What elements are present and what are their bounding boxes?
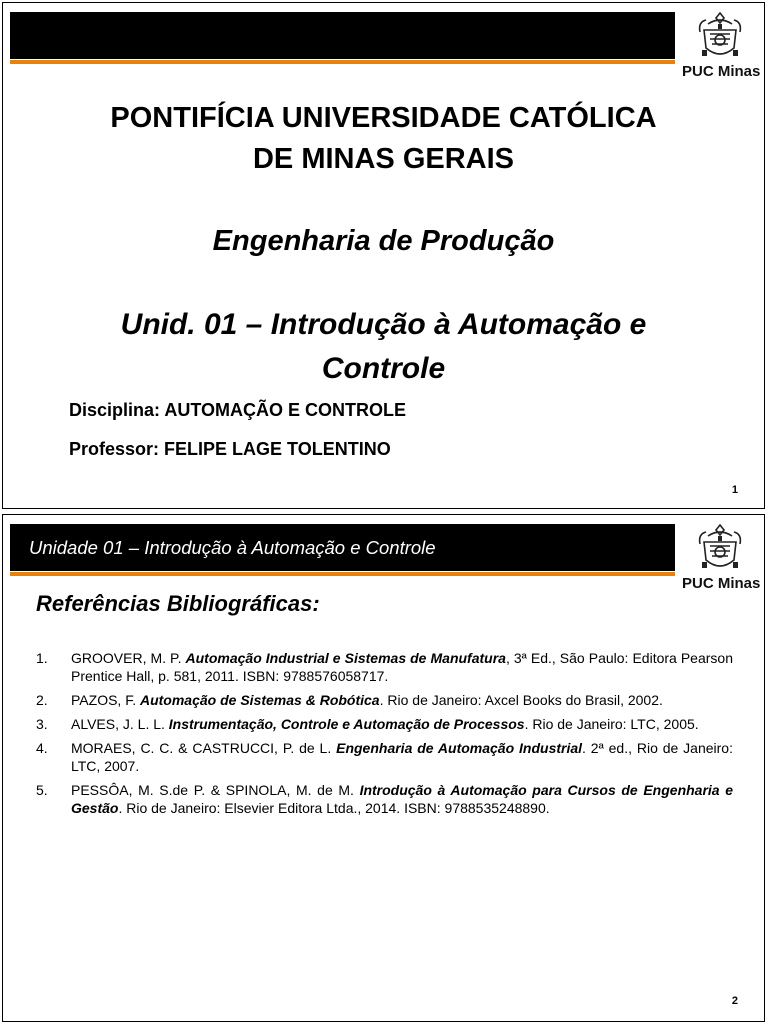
logo-text: PUC Minas [682, 575, 761, 592]
reference-title: Engenharia de Automação Industrial [336, 740, 583, 756]
professor-label: Professor: [69, 439, 160, 459]
puc-minas-crest-icon [696, 522, 744, 574]
references-heading: Referências Bibliográficas: [36, 591, 320, 616]
reference-item [36, 781, 733, 817]
header-accent-line [10, 60, 675, 64]
slide-1 [2, 2, 765, 509]
reference-details: . Rio de Janeiro: LTC, 2005. [524, 716, 699, 732]
reference-title: Automação Industrial e Sistemas de Manufatura [185, 650, 506, 666]
unit-title-line1: Unid. 01 – Introdução à Automação e [120, 308, 647, 341]
reference-number: 2. [36, 692, 48, 708]
university-title [3, 98, 764, 180]
header-accent-line [10, 572, 675, 576]
reference-item [36, 691, 733, 709]
reference-authors: ALVES, J. L. L. [71, 716, 169, 732]
slide-2 [2, 514, 765, 1022]
page-number: 2 [731, 995, 738, 1007]
header-bar [10, 12, 675, 59]
reference-details: , 3ª Ed., São Paulo: Editora Pearson Prentice Hall, p. 581, 2011. ISBN: 9788576058717. [71, 650, 733, 684]
reference-authors: MORAES, C. C. & CASTRUCCI, P. de L. [71, 740, 337, 756]
reference-number: 1. [36, 650, 48, 666]
header-title: Unidade 01 – Introdução à Automação e Controle [29, 537, 436, 558]
page-number: 1 [731, 484, 738, 496]
course-title: Engenharia de Produção [212, 225, 555, 257]
puc-minas-logo [682, 522, 761, 598]
reference-authors: PESSÔA, M. S.de P. & SPINOLA, M. de M. [71, 782, 360, 798]
reference-item [36, 649, 733, 685]
reference-details: . Rio de Janeiro: Axcel Books do Brasil, 2002. [379, 692, 663, 708]
university-title-line2: DE MINAS GERAIS [252, 143, 515, 175]
reference-item [36, 715, 733, 733]
puc-minas-crest-icon [696, 10, 744, 62]
discipline-label: Disciplina: [69, 400, 161, 420]
reference-authors: PAZOS, F. [71, 692, 140, 708]
reference-number: 3. [36, 716, 48, 732]
reference-item [36, 739, 733, 775]
professor-line [69, 439, 391, 460]
university-title-line1: PONTIFÍCIA UNIVERSIDADE CATÓLICA [110, 102, 657, 134]
reference-title: Automação de Sistemas & Robótica [139, 692, 380, 708]
reference-number: 4. [36, 740, 48, 756]
unit-title [3, 303, 764, 391]
discipline-line [69, 400, 406, 421]
reference-details: . 2ª ed., Rio de Janeiro: LTC, 2007. [71, 740, 733, 774]
unit-title-line2: Controle [321, 352, 446, 385]
reference-title: Instrumentação, Controle e Automação de Processos [168, 716, 525, 732]
reference-details: . Rio de Janeiro: Elsevier Editora Ltda., 2014. ISBN: 9788535248890. [118, 800, 550, 816]
logo-text: PUC Minas [682, 63, 761, 80]
reference-number: 5. [36, 782, 48, 798]
puc-minas-logo [682, 10, 761, 86]
reference-authors: GROOVER, M. P. [71, 650, 186, 666]
discipline-value: AUTOMAÇÃO E CONTROLE [164, 400, 407, 420]
references-list [36, 649, 733, 823]
professor-value: FELIPE LAGE TOLENTINO [164, 439, 391, 459]
reference-title: Introdução à Automação para Cursos de Engenharia e Gestão [71, 782, 734, 816]
